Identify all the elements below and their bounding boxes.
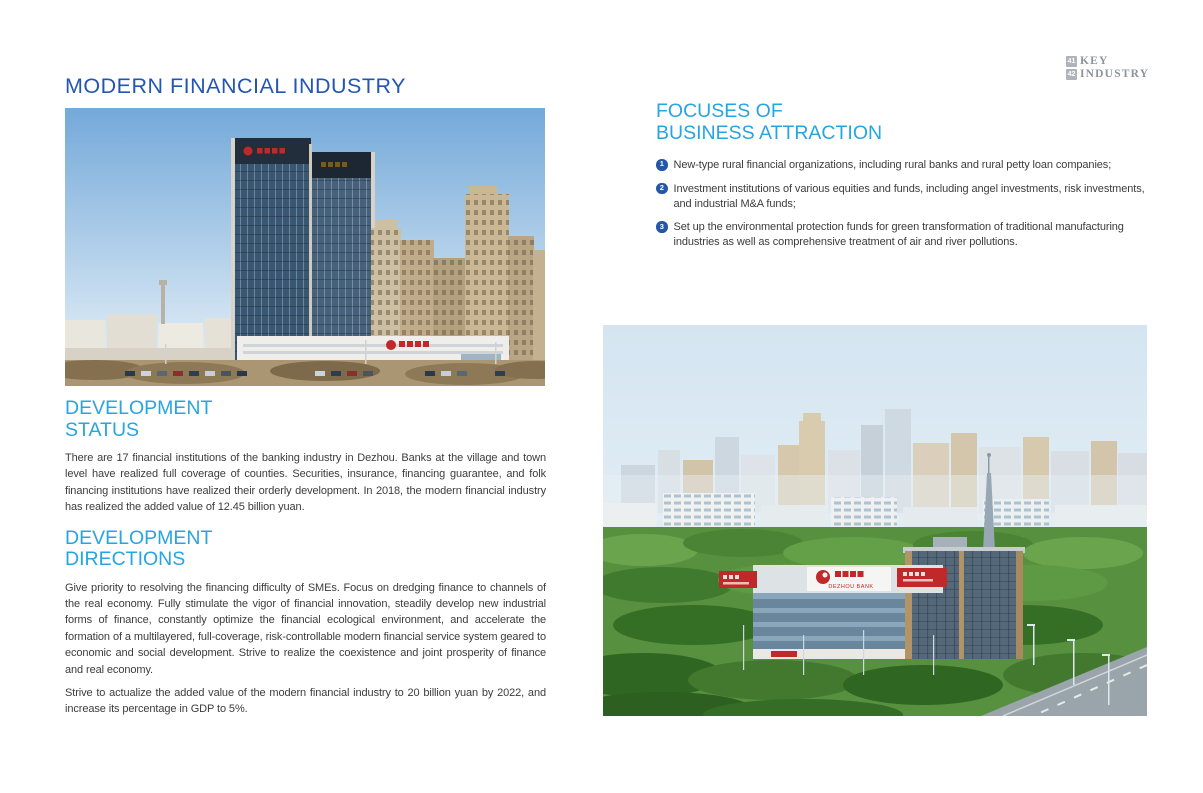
- heading-line: STATUS: [65, 418, 140, 441]
- left-photo-bank-tower: [65, 108, 545, 386]
- heading-line: FOCUSES OF: [656, 100, 783, 122]
- badge-row-top: [1066, 55, 1149, 67]
- heading-line: DEVELOPMENT: [65, 526, 213, 549]
- right-text-column: [656, 101, 1150, 259]
- bullet-item: [656, 220, 1150, 250]
- bullet-text: Set up the environmental protection funds for green transformation of traditional manufacturing industries as well as comprehensive treatment of air and river pollutions.: [673, 221, 1124, 249]
- development-directions-paragraph-1: Give priority to resolving the financing difficulty of SMEs. Focus on dredging finance to channels of the real economy. Fully stimulate the vigor of financial innovation, steadily develop new industrial forms of finance, constantly optimize the financial ecological environment, and accelerate the formation of a multilayered, full-coverage, risk-controllable modern financial service system geared to economic and social development. Strive to realize the coexistence and joint prosperity of finance and real economy.: [65, 581, 546, 676]
- heading-line: DIRECTIONS: [65, 548, 186, 571]
- numbered-bullet-icon: 3: [656, 221, 668, 233]
- page-number-bottom: 42: [1067, 70, 1076, 78]
- badge-title-top: KEY: [1080, 54, 1109, 67]
- bank-tower-illustration: [65, 108, 545, 386]
- left-text-column: [65, 398, 546, 725]
- heading-line: BUSINESS ATTRACTION: [656, 121, 883, 144]
- development-directions-paragraph-2: Strive to actualize the added value of the modern financial industry to 20 billion yuan by 2022, and increase its percentage in GDP to 5%.: [65, 687, 546, 716]
- right-photo-dezhou-bank-aerial: [603, 325, 1147, 716]
- development-status-heading: [65, 398, 546, 441]
- focuses-bullet-list: [656, 158, 1150, 250]
- dezhou-bank-sign-text: DEZHOU BANK: [828, 584, 874, 590]
- bullet-text: Investment institutions of various equities and funds, including angel investments, risk investments, and industrial M&A funds;: [673, 182, 1145, 210]
- heading-line: DEVELOPMENT: [65, 397, 213, 419]
- badge-title-bottom: INDUSTRY: [1080, 67, 1150, 80]
- bullet-item: [656, 182, 1150, 212]
- numbered-bullet-icon: 2: [656, 183, 668, 195]
- bullet-item: [656, 158, 1150, 173]
- page-title: MODERN FINANCIAL INDUSTRY: [65, 74, 407, 98]
- dezhou-bank-illustration: [603, 325, 1147, 716]
- bullet-text: New-type rural financial organizations, including rural banks and rural petty loan companies;: [673, 159, 1112, 171]
- key-industry-badge: [1066, 55, 1149, 80]
- numbered-bullet-icon: 1: [656, 159, 668, 171]
- badge-row-bottom: [1066, 68, 1149, 80]
- development-directions-heading: [65, 528, 546, 571]
- development-status-paragraph: There are 17 financial institutions of the banking industry in Dezhou. Banks at the village and town level have realized full coverage of counties. Securities, insurance, financing guarantee, and folk financing institutions have realized their orderly development. In 2018, the modern financial industry has realized the added value of 12.45 billion yuan.: [65, 452, 546, 514]
- page-number-top: 41: [1067, 57, 1076, 65]
- focuses-heading: [656, 101, 1150, 144]
